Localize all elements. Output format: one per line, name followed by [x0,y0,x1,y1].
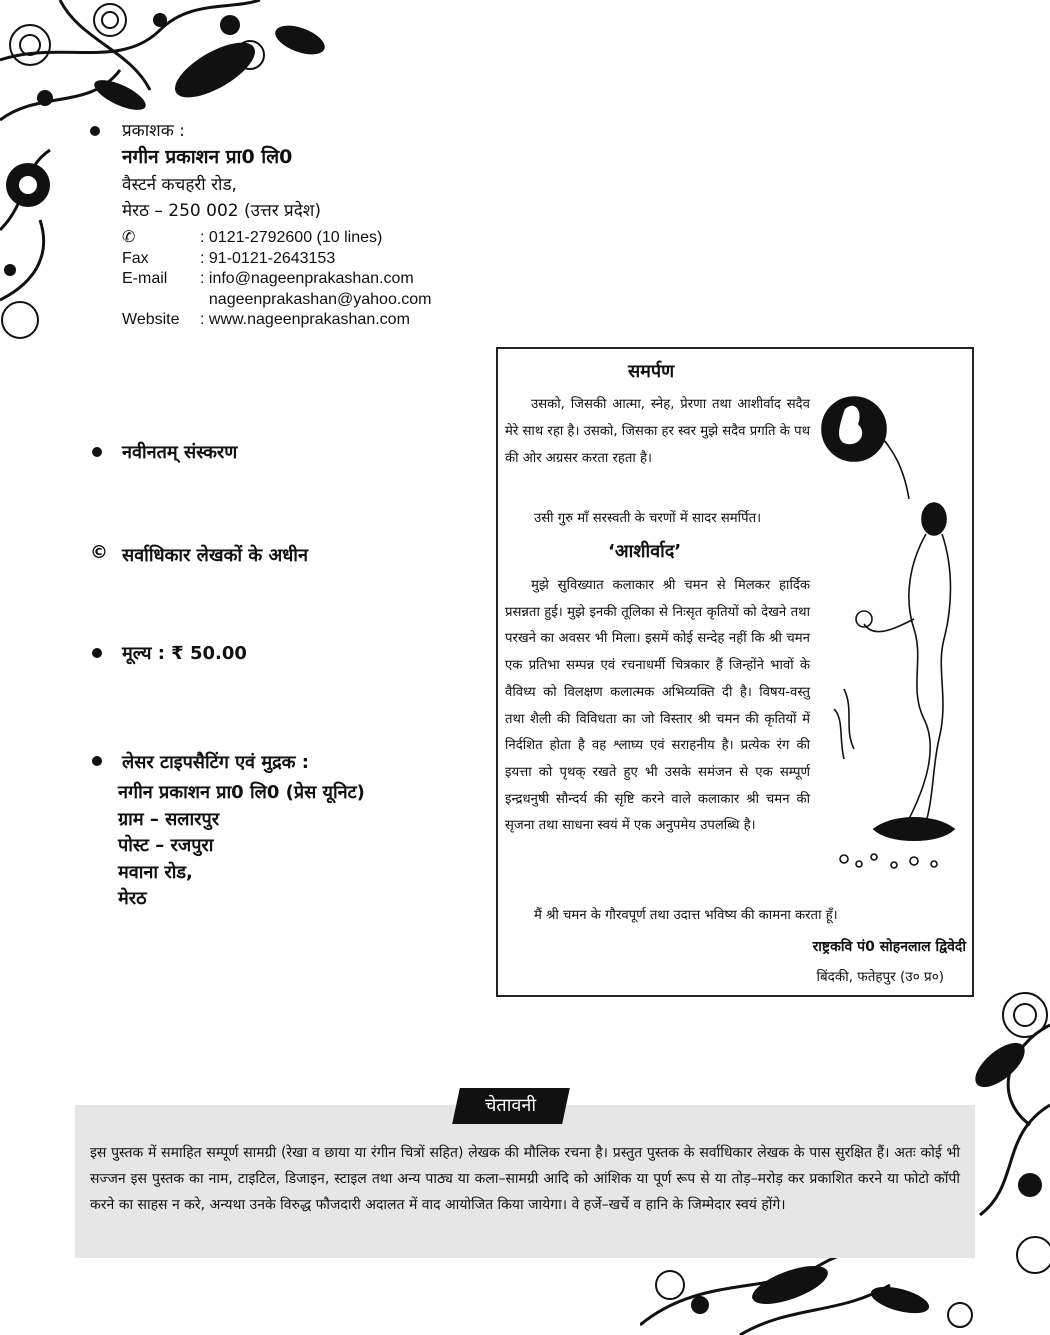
dedication-paragraph: उसको, जिसकी आत्मा, स्नेह, प्रेरणा तथा आशीर्वाद सदैव मेरे साथ रहा है। उसको, जिसका हर स्वर मुझे सदैव प्रगति के पथ की ओर अग्रसर करता रहता है। [505,397,810,466]
blessing-closing: मैं श्री चमन के गौरवपूर्ण तथा उदात्त भविष्य की कामना करता हूँ। [534,908,838,923]
printer-label: लेसर टाइपसैटिंग एवं मुद्रक : [122,752,309,773]
dedication-title: समर्पण [628,361,675,382]
bullet [92,648,102,658]
copyright-symbol: © [90,542,108,563]
contact-row-email-alt: nageenprakashan@yahoo.com [200,290,432,308]
dedication-line: उसी गुरु माँ सरस्वती के चरणों में सादर समर्पित। [534,511,762,526]
blessing-place: बिंदकी, फतेहपुर (उ० प्र०) [816,969,944,985]
publisher-name: नगीन प्रकाशन प्रा0 लि0 [122,146,293,168]
blessing-signature: राष्ट्रकवि पं0 सोहनलाल द्विवेदी [812,939,966,955]
edition-text: नवीनतम् संस्करण [122,442,238,463]
publisher-address-line1: वैस्टर्न कचहरी रोड, [122,175,237,195]
contact-row-phone: ✆ : 0121-2792600 (10 lines) [122,228,432,249]
publisher-contacts [122,228,432,331]
warning-title-tab [452,1088,570,1124]
contact-row-website: Website : www.nageenprakashan.com [122,311,410,328]
contact-row-email: E-mail : info@nageenprakashan.com [122,270,414,287]
copyright-text: सर्वाधिकार लेखकों के अधीन [122,545,308,566]
warning-text: इस पुस्तक में समाहित सम्पूर्ण सामग्री (रेखा व छाया या रंगीन चित्रों सहित) लेखक की मौलिक रचना है। प्रस्तुत पुस्तक के सर्वाधिकार लेखक के पास सुरक्षित हैं। अतः कोई भी सज्जन इस पुस्तक का नाम, टाइटिल, डिजाइन, स्टाइल तथा अन्य पाठ्य या कला–सामग्री आदि को आंशिक या पूर्ण रूप से या तोड़–मरोड़ कर प्रकाशित करने या फोटो कॉपी करने का साहस न करे, अन्यथा उनके विरुद्ध फौजदारी अदालत में वाद आयोजित किया जायेगा। वे हर्जे–खर्चे व हानि के जिम्मेदार स्वयं होंगे। [90,1145,960,1213]
bullet [90,126,100,136]
contact-row-fax: Fax : 91-0121-2643153 [122,249,336,267]
publisher-address-line2: मेरठ – 250 002 (उत्तर प्रदेश) [122,201,321,221]
bullet [92,447,102,457]
publisher-label: प्रकाशक : [122,121,185,141]
phone-icon: ✆ [122,229,136,246]
price-text: मूल्य : ₹ 50.00 [122,643,247,664]
bullet [92,756,102,766]
warning-title: चेतावनी [485,1095,537,1116]
blessing-title: ‘आशीर्वाद’ [608,541,682,562]
saraswati-illustration [814,389,964,889]
dedication-box [496,347,974,997]
printer-address: नगीन प्रकाशन प्रा0 लि0 (प्रेस यूनिट) ग्राम – सलारपुर पोस्ट – रजपुरा मवाना रोड, मेरठ [118,782,365,909]
blessing-paragraph: मुझे सुविख्यात कलाकार श्री चमन से मिलकर हार्दिक प्रसन्नता हुई। मुझे इनकी तूलिका से निःसृत कृतियों को देखने तथा परखने का अवसर भी मिला। इसमें कोई सन्देह नहीं कि श्री चमन एक प्रतिभा सम्पन्न एवं रचनाधर्मी चित्रकार हैं जिन्होंने भावों के वैविध्य को विलक्षण कलात्मक अभिव्यक्ति दी है। विषय-वस्तु तथा शैली की विविधता का जो विस्तार श्री चमन की कृतियों में निर्दशित होता है वह श्लाघ्य एवं सराहनीय है। प्रत्येक रंग की इयत्ता को पृथक् रखते हुए भी उसके समंजन से एक सम्पूर्ण इन्द्रधनुषी सौन्दर्य की सृष्टि करने वाले कलाकार श्री चमन की सृजना तथा साधना स्वयं में एक अनुपमेय उपलब्धि है। [505,578,810,834]
